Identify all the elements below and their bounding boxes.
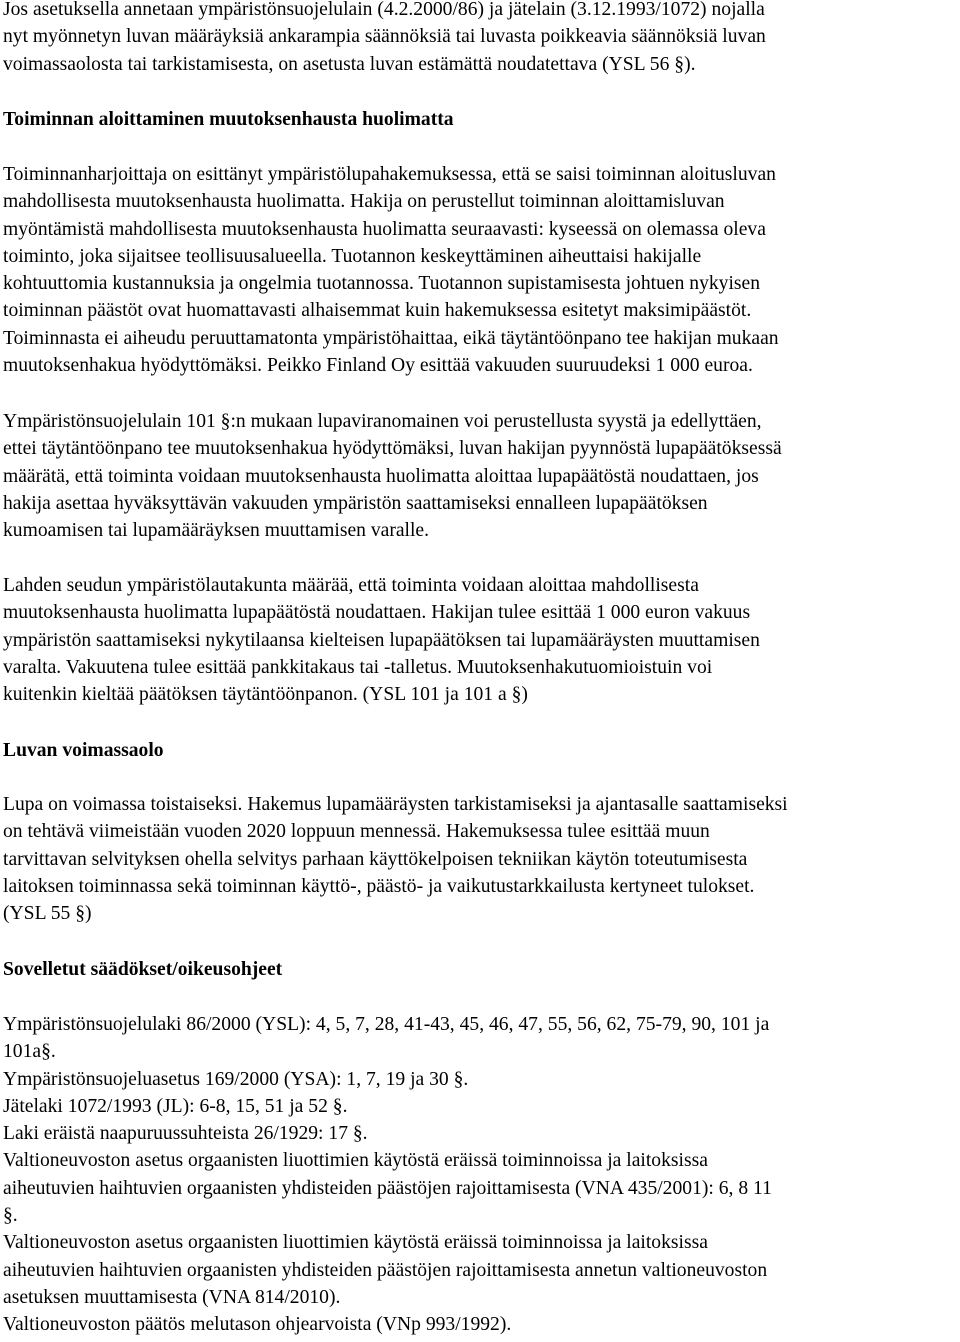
paragraph-permit-validity: Lupa on voimassa toistaiseksi. Hakemus lupamääräysten tarkistamiseksi ja ajantasalle saattamiseksi on tehtävä viimeistään vuoden 2020 loppuun mennessä. Hakemuksessa tulee esittää muun tarvittavan selvityksen ohella selvitys parhaan käyttökelpoisen tekniikan käytön toteutumisesta laitoksen toiminnassa sekä toiminnan käyttö-, päästö- ja vaikutustarkkailusta kertyneet tulokset. (YSL 55 §) — [3, 794, 788, 925]
section-heading-permit-validity: Luvan voimassaolo — [3, 740, 164, 761]
section-heading-applied-regulations: Sovelletut säädökset/oikeusohjeet — [3, 959, 283, 980]
paragraph-start-application: Toiminnanharjoittaja on esittänyt ympäristölupahakemuksessa, että se saisi toiminnan aloitusluvan mahdollisesta muutoksenhausta huolimatta. Hakija on perustellut toiminnan aloittamisluvan myöntämistä mahdollisesta muutoksenhausta huolimatta seuraavasti: kyseessä on olemassa oleva toiminto, joka sijaitsee teollisuusalueella. Tuotannon keskeyttäminen aiheuttaisi hakijalle kohtuuttomia kustannuksia ja ongelmia tuotannossa. Tuotannon supistamisesta johtuen nykyisen toiminnan päästöt ovat huomattavasti alhaisemmat kuin hakemuksessa esitetyt maksimipäästöt. Toiminnasta ei aiheudu peruuttamatonta ympäristöhaittaa, eikä täytäntöönpano tee hakijan mukaan muutoksenhakua hyödyttömäksi. Peikko Finland Oy esittää vakuuden suuruudeksi 1 000 euroa. — [3, 164, 779, 377]
paragraph-legal-basis: Ympäristönsuojelulain 101 §:n mukaan lupaviranomainen voi perustellusta syystä ja edellyttäen, ettei täytäntöönpano tee muutoksenhakua hyödyttömäksi, luvan hakijan pyynnöstä lupapäätöksessä määrätä, että toiminta voidaan muutoksenhausta huolimatta aloittaa lupapäätöstä noudattaen, jos hakija asettaa hyväksyttävän vakuuden ympäristön saattamiseksi ennalleen lupapäätöksen kumoamisen tai lupamääräyksen muuttamisen varalle. — [3, 411, 782, 542]
regulations-list: Ympäristönsuojelulaki 86/2000 (YSL): 4, 5, 7, 28, 41-43, 45, 46, 47, 55, 56, 62, 75-79, 90, 101 ja 101a§. Ympäristönsuojeluasetus 169/2000 (YSA): 1, 7, 19 ja 30 §. Jätelaki 1072/1993 (JL): 6-8, 15, 51 ja 52 §. Laki eräistä naapuruussuhteista 26/1929: 17 §. Valtioneuvoston asetus orgaanisten liuottimien käytöstä eräissä toiminnoissa ja laitoksissa aiheutuvien haihtuvien orgaanisten yhdisteiden päästöjen rajoittamisesta (VNA 435/2001): 6, 8 11 §. Valtioneuvoston asetus orgaanisten liuottimien käytöstä eräissä toiminnoissa ja laitoksissa aiheutuvien haihtuvien orgaanisten yhdisteiden päästöjen rajoittamisesta annetun valtioneuvoston asetuksen muuttamisesta (VNA 814/2010). Valtioneuvoston päätös melutason ohjearvoista (VNp 993/1992). — [3, 1014, 772, 1336]
section-heading-start-despite-appeal: Toiminnan aloittaminen muutoksenhausta huolimatta — [3, 109, 454, 130]
intro-paragraph: Jos asetuksella annetaan ympäristönsuojelulain (4.2.2000/86) ja jätelain (3.12.1993/1072) nojalla nyt myönnetyn luvan määräyksiä ankarampia säännöksiä tai luvasta poikkeavia säännöksiä luvan voimassaolosta tai tarkistamisesta, on asetusta luvan estämättä noudatettava (YSL 56 §). — [3, 0, 766, 75]
paragraph-decision: Lahden seudun ympäristölautakunta määrää, että toiminta voidaan aloittaa mahdollisesta muutoksenhausta huolimatta lupapäätöstä noudattaen. Hakijan tulee esittää 1 000 euron vakuus ympäristön saattamiseksi nykytilaansa kielteisen lupapäätöksen tai lupamääräysten muuttamisen varalta. Vakuutena tulee esittää pankkitakaus tai -talletus. Muutoksenhakutuomioistuin voi kuitenkin kieltää päätöksen täytäntöönpanon. (YSL 101 ja 101 a §) — [3, 575, 760, 706]
